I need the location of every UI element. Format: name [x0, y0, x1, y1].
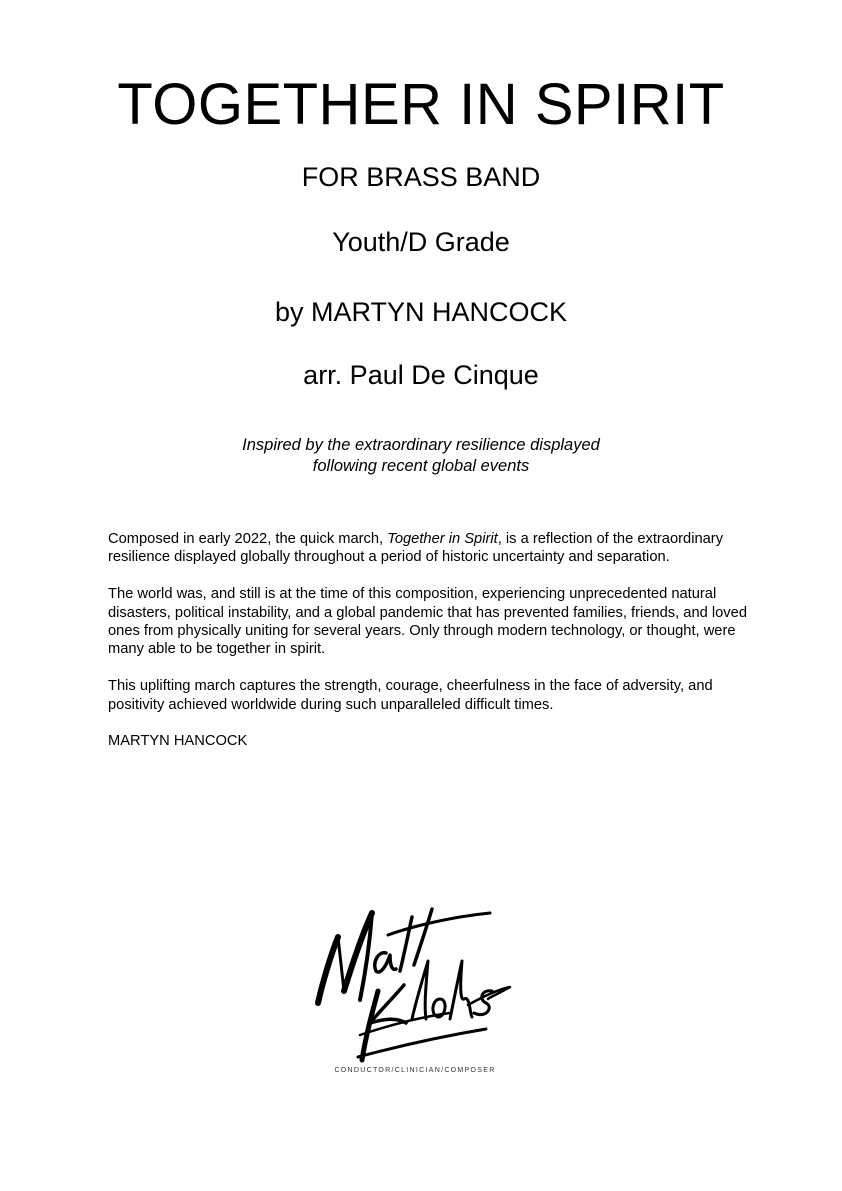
- notes-paragraph-2: The world was, and still is at the time of this composition, experiencing unprecedented natural disasters, political instability, and a global pandemic that has prevented families, friends, and loved ones from physically uniting for several years. Only through modern technology, or thought, were many able to be together in spirit.: [108, 586, 747, 658]
- dedication: [0, 435, 842, 477]
- notes-paragraph-3: This uplifting march captures the strength, courage, cheerfulness in the face of adversity, and positivity achieved worldwide during such unparalleled difficult times.: [108, 678, 713, 713]
- instrumentation: FOR BRASS BAND: [301, 162, 541, 192]
- notes-signoff: MARTYN HANCOCK: [108, 733, 248, 750]
- work-title-italic: Together in Spirit: [387, 531, 498, 547]
- signature-mark: [318, 909, 510, 1060]
- arranger-credit: arr. Paul De Cinque: [303, 360, 539, 390]
- notes-paragraph-1: [108, 530, 748, 567]
- composer-credit: by MARTYN HANCOCK: [274, 297, 568, 327]
- program-notes: [108, 530, 748, 769]
- dedication-line-2: following recent global events: [312, 457, 530, 475]
- grade-level: Youth/D Grade: [332, 227, 510, 257]
- logo-tagline: CONDUCTOR/CLINICIAN/COMPOSER: [334, 1067, 496, 1074]
- signature-logo: [300, 895, 530, 1085]
- dedication-line-1: Inspired by the extraordinary resilience displayed: [242, 436, 600, 454]
- notes-paragraph-1-end: , is a reflection of the extraordinary resilience displayed globally throughout a period of historic uncertainty and separation.: [108, 531, 724, 566]
- notes-paragraph-1-start: Composed in early 2022, the quick march,: [108, 531, 388, 547]
- page-title: TOGETHER IN SPIRIT: [117, 72, 725, 137]
